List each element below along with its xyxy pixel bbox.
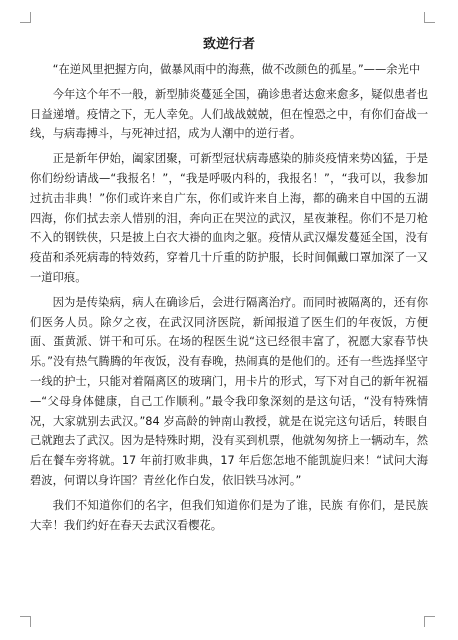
- document-body: [30, 60, 428, 535]
- document-title: 致逆行者: [202, 37, 255, 52]
- body-paragraph: 今年这个年不一般，新型肺炎蔓延全国，确诊患者达愈来愈多，疑似患者也日益递增。疫情之下，无人幸免。人们战战兢兢，但在惶恐之中，有你们奋战一线，与病毒搏斗，与死神过招，成为人潮中的逆行者。: [30, 87, 428, 141]
- margin-corner-mark: [424, 616, 435, 627]
- body-paragraph: 因为是传染病，病人在确诊后，会进行隔离治疗。而同时被隔离的，还有你们医务人员。除夕之夜，在武汉同济医院，新闻报道了医生们的年夜饭，方便面、蛋黄派、饼干和可乐。在场的程医生说“这已经很丰富了，祝愿大家春节快乐。”没有热气腾腾的年夜饭，没有春晚，热闹真的是他们的。还有一些选择坚守一线的护士，只能对着隔离区的玻璃门，用卡片的形式，写下对自己的新年祝福—“父母身体健康，自己工作顺利。”最令我印象深刻的是这句话，“没有特殊情况，大家就别去武汉。”84 岁高龄的钟南山教授，就是在说完这句话后，转眼自己就跑去了武汉。因为是特殊时期，没有买到机票，他就匆匆挤上一辆动车，然后在餐车旁将就。17 年前打败非典，17 年后您怎地不能凯旋归来！“试问大海碧波，何谓以身许国？青丝化作白发，依旧铁马冰河。”: [30, 295, 428, 487]
- epigraph-paragraph: “在逆风里把握方向，做暴风雨中的海燕，做不改颜色的孤星。”——余光中: [52, 63, 421, 76]
- margin-corner-mark: [20, 12, 31, 23]
- body-paragraph: 正是新年伊始，阖家团聚，可新型冠状病毒感染的肺炎疫情来势凶猛，于是你们纷纷请战—“我报名！”，“我是呼吸内科的，我报名！”，“我可以，我参加过抗击非典！”你们或许来自广东，你们或许来自上海，都的确来自中国的五湖四海，你们拭去亲人惜别的泪，奔向正在哭泣的武汉，星夜兼程。你们不是刀枪不入的钢铁侠，只是披上白衣大褂的血肉之躯。疫情从武汉爆发蔓延全国，没有疫苗和杀死病毒的特效药，穿着几十斤重的防护服，长时间佩戴口罩加深了一又一道印痕。: [30, 152, 428, 284]
- margin-corner-mark: [20, 616, 31, 627]
- closing-paragraph: 我们不知道你们的名字，但我们知道你们是为了谁，民族 有你们，是民族大幸！我们约好在春天去武汉看樱花。: [30, 498, 428, 532]
- margin-corner-mark: [424, 12, 435, 23]
